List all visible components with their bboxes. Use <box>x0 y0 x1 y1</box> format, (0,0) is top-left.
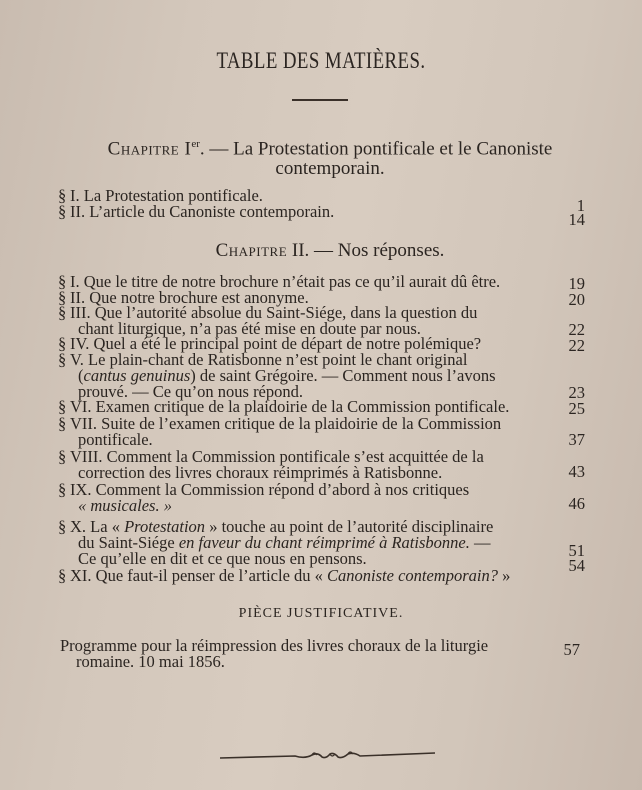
entry-text: III. Que l’autorité absolue du Saint-Siége, dans la question du <box>70 303 478 322</box>
section-sign: § <box>58 350 67 369</box>
section-sign: § <box>58 334 67 353</box>
section-sign: § <box>58 447 67 466</box>
toc-entry-appendix[interactable] <box>60 638 590 670</box>
section-sign: § <box>58 186 67 205</box>
entry-text: IV. Quel a été le principal point de départ de notre polémique? <box>70 334 482 353</box>
entry-text-continuation: prouvé. — Ce qu’on nous répond. <box>78 382 304 401</box>
entry-text: I. La Protestation pontificale. <box>70 186 263 205</box>
chapter-1-title-line2: contemporain. <box>275 158 385 180</box>
page-number: 46 <box>568 494 585 513</box>
page-number: 57 <box>563 640 580 659</box>
page-title: TABLE DES MATIÈRES. <box>216 48 426 73</box>
section-sign: § <box>58 288 67 307</box>
toc-entry[interactable] <box>58 204 588 220</box>
page-number: 1 <box>576 196 585 215</box>
chapter-1-title: . — La Protestation pontificale et le Canoniste <box>199 138 553 160</box>
entry-text-italic: XI. Que faut-il penser de l’article du « Canoniste contemporain? » <box>70 566 511 585</box>
page-number: 37 <box>568 430 585 449</box>
entry-text: VI. Examen critique de la plaidoirie de la Commission pontificale. <box>70 397 510 416</box>
entry-text: VIII. Comment la Commission pontificale s’est acquittée de la <box>70 447 484 466</box>
page-number: 54 <box>568 556 585 575</box>
section-sign: § <box>58 202 67 221</box>
section-sign: § <box>58 272 67 291</box>
section-sign: § <box>58 517 67 536</box>
entry-text: I. Que le titre de notre brochure n’était pas ce qu’il aurait dû être. <box>70 272 501 291</box>
entry-text-continuation: correction des livres choraux réimprimés à Ratisbonne. <box>78 463 443 482</box>
chapter-1-sup: er <box>191 138 200 150</box>
page-number: 22 <box>568 336 585 355</box>
toc-entry[interactable] <box>58 305 588 337</box>
toc-entry[interactable] <box>58 352 588 400</box>
page-number: 14 <box>568 210 585 229</box>
page-number: 51 <box>568 541 585 560</box>
entry-text: VII. Suite de l’examen critique de la plaidoirie de la Commission <box>70 414 502 433</box>
entry-text-continuation: romaine. 10 mai 1856. <box>76 652 225 671</box>
page-number: 25 <box>568 399 585 418</box>
entry-text-italic: du Saint-Siége en faveur du chant réimprimé à Ratisbonne. — <box>78 533 491 552</box>
entry-text: II. Que notre brochure est anonyme. <box>70 288 309 307</box>
toc-entry[interactable] <box>58 519 588 567</box>
section-sign: § <box>58 303 67 322</box>
page-number: 20 <box>568 290 585 309</box>
entry-text-italic: X. La « Protestation » touche au point de l’autorité disciplinaire <box>70 517 494 536</box>
toc-entry[interactable] <box>58 399 588 415</box>
page-number: 19 <box>568 274 585 293</box>
entry-text-continuation: « musicales. » <box>78 496 172 515</box>
section-sign: § <box>58 414 67 433</box>
entry-text-italic: (cantus genuinus) de saint Grégoire. — Comment nous l’avons <box>78 366 496 385</box>
page-number: 43 <box>568 462 585 481</box>
section-sign: § <box>58 480 67 499</box>
entry-text: V. Le plain-chant de Ratisbonne n’est point le chant original <box>70 350 468 369</box>
toc-entry[interactable] <box>58 482 588 514</box>
entry-text: Programme pour la réimpression des livres choraux de la liturgie <box>60 636 489 655</box>
chapter-1-heading <box>50 134 610 179</box>
title-rule-divider <box>292 99 348 101</box>
entry-text-continuation: pontificale. <box>78 430 153 449</box>
section-sign: § <box>58 566 67 585</box>
chapter-2-title: II. — Nos réponses. <box>287 240 445 261</box>
chapter-2-heading <box>50 241 610 261</box>
page-number: 22 <box>568 320 585 339</box>
entry-text: IX. Comment la Commission répond d’abord à nos critiques <box>70 480 470 499</box>
toc-entry[interactable] <box>58 416 588 448</box>
entry-text-continuation: Ce qu’elle en dit et ce que nous en pensons. <box>78 549 367 568</box>
entry-text-continuation: chant liturgique, n’a pas été mise en doute par nous. <box>78 319 421 338</box>
toc-entry[interactable] <box>58 568 588 584</box>
ornamental-divider-icon <box>220 745 435 765</box>
toc-entry[interactable] <box>58 449 588 481</box>
section-sign: § <box>58 397 67 416</box>
appendix-heading: PIÈCE JUSTIFICATIVE. <box>238 606 404 621</box>
chapter-1-label: Chapitre I <box>107 138 192 160</box>
entry-text: II. L’article du Canoniste contemporain. <box>70 202 335 221</box>
chapter-2-label: Chapitre <box>215 240 288 261</box>
page-number: 23 <box>568 383 585 402</box>
